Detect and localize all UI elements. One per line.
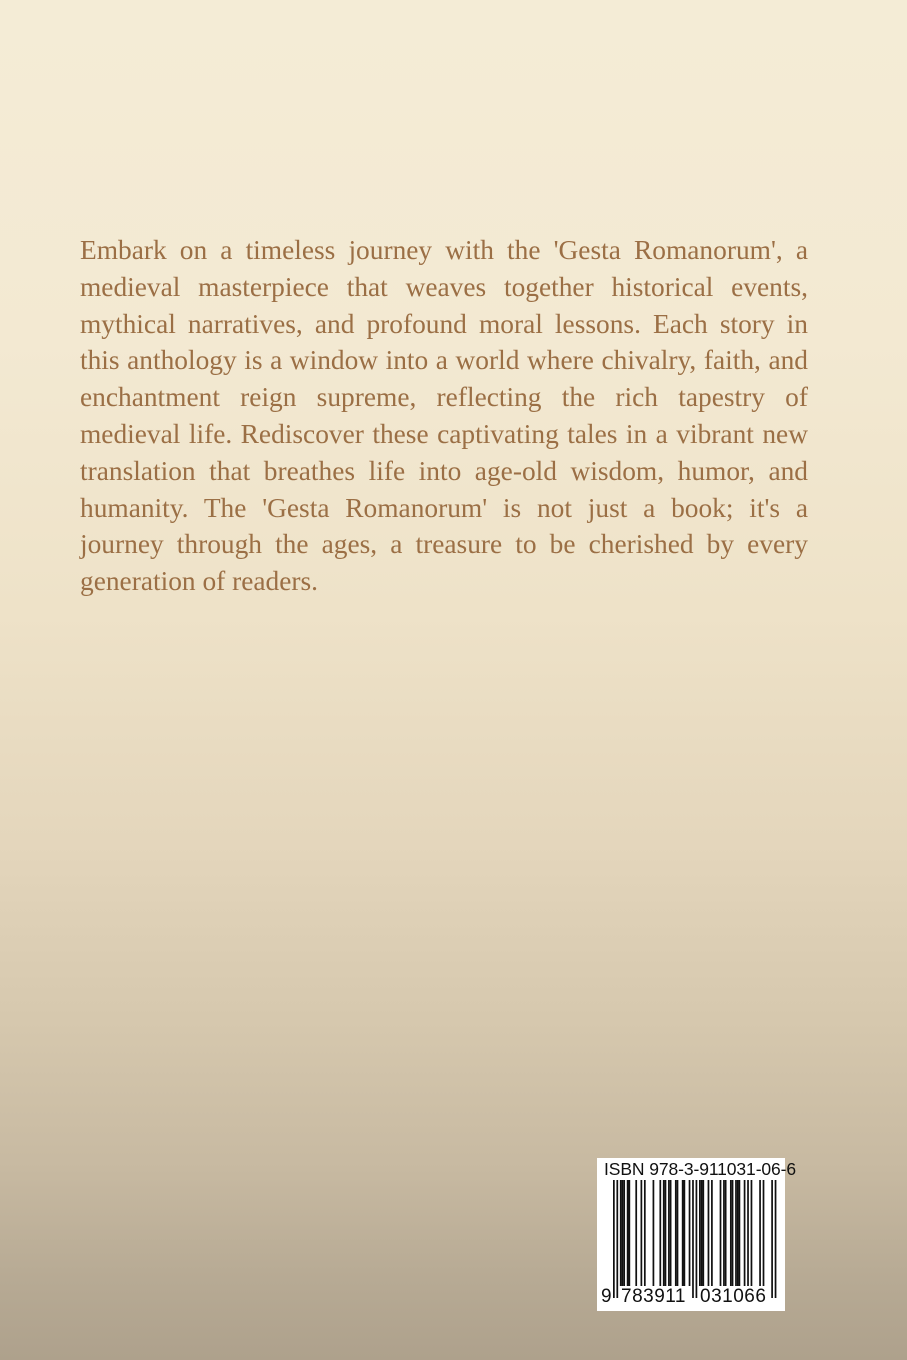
barcode-bar [670, 1180, 672, 1286]
barcode-bar [628, 1180, 630, 1286]
barcode-bar [737, 1180, 739, 1286]
barcode-bar [711, 1180, 713, 1286]
barcode-bar [682, 1180, 684, 1286]
barcode-bar [730, 1180, 732, 1286]
barcode-bar [692, 1180, 694, 1298]
barcode-bar [744, 1180, 746, 1286]
barcode-bar [701, 1180, 703, 1286]
barcode-bar [675, 1180, 677, 1286]
barcode-bar [623, 1180, 625, 1286]
barcode-bar [725, 1180, 727, 1286]
barcode-digit-lead: 9 [601, 1286, 612, 1307]
barcode-bar [771, 1180, 773, 1298]
barcode-bar [702, 1180, 704, 1286]
barcode-bar [751, 1180, 753, 1286]
barcode-bar [677, 1180, 679, 1286]
barcode-bar [775, 1180, 777, 1298]
barcode-bar [663, 1180, 665, 1286]
barcode-bar [653, 1180, 655, 1286]
barcode-bar [747, 1180, 749, 1286]
barcode-bar [635, 1180, 637, 1286]
barcode-digits-right: 031066 [700, 1286, 767, 1307]
isbn-label: ISBN 978-3-911031-06-6 [604, 1159, 797, 1179]
barcode-digits-left: 783911 [621, 1286, 686, 1307]
barcode-bar [613, 1180, 615, 1298]
barcode-bar [689, 1180, 691, 1286]
barcode-bar [620, 1180, 622, 1286]
barcode-bar [641, 1180, 643, 1286]
barcode-bar [763, 1180, 765, 1286]
barcode-bar [699, 1180, 701, 1286]
barcode-bar [739, 1180, 741, 1286]
barcode-bar [708, 1180, 710, 1286]
barcode-bar [759, 1180, 761, 1286]
barcode-bar [665, 1180, 667, 1286]
back-cover-blurb: Embark on a timeless journey with the 'Gesta Romanorum', a medieval masterpiece that weaves together historical events, mythical narratives, and profound moral lessons. Each story in this anthology is a window into a world where chivalry, faith, and enchantment reign supreme, reflecting the rich tapestry of medieval life. Rediscover these captivating tales in a vibrant new translation that breathes life into age-old wisdom, humor, and humanity. The 'Gesta Romanorum' is not just a book; it's a journey through the ages, a treasure to be cherished by every generation of readers. [80, 235, 808, 597]
barcode-bar [627, 1180, 629, 1286]
barcode-bar [684, 1180, 686, 1286]
barcode-bar [720, 1180, 722, 1286]
barcode-bar [735, 1180, 737, 1286]
barcode-bar [644, 1180, 646, 1286]
isbn-barcode [597, 1158, 797, 1311]
barcode-bar [696, 1180, 698, 1298]
barcode-bar [659, 1180, 661, 1286]
barcode-bar [732, 1180, 734, 1286]
barcode-bar [668, 1180, 670, 1286]
barcode-bar [622, 1180, 624, 1286]
barcode-bar [616, 1180, 618, 1298]
barcode-bar [723, 1180, 725, 1286]
